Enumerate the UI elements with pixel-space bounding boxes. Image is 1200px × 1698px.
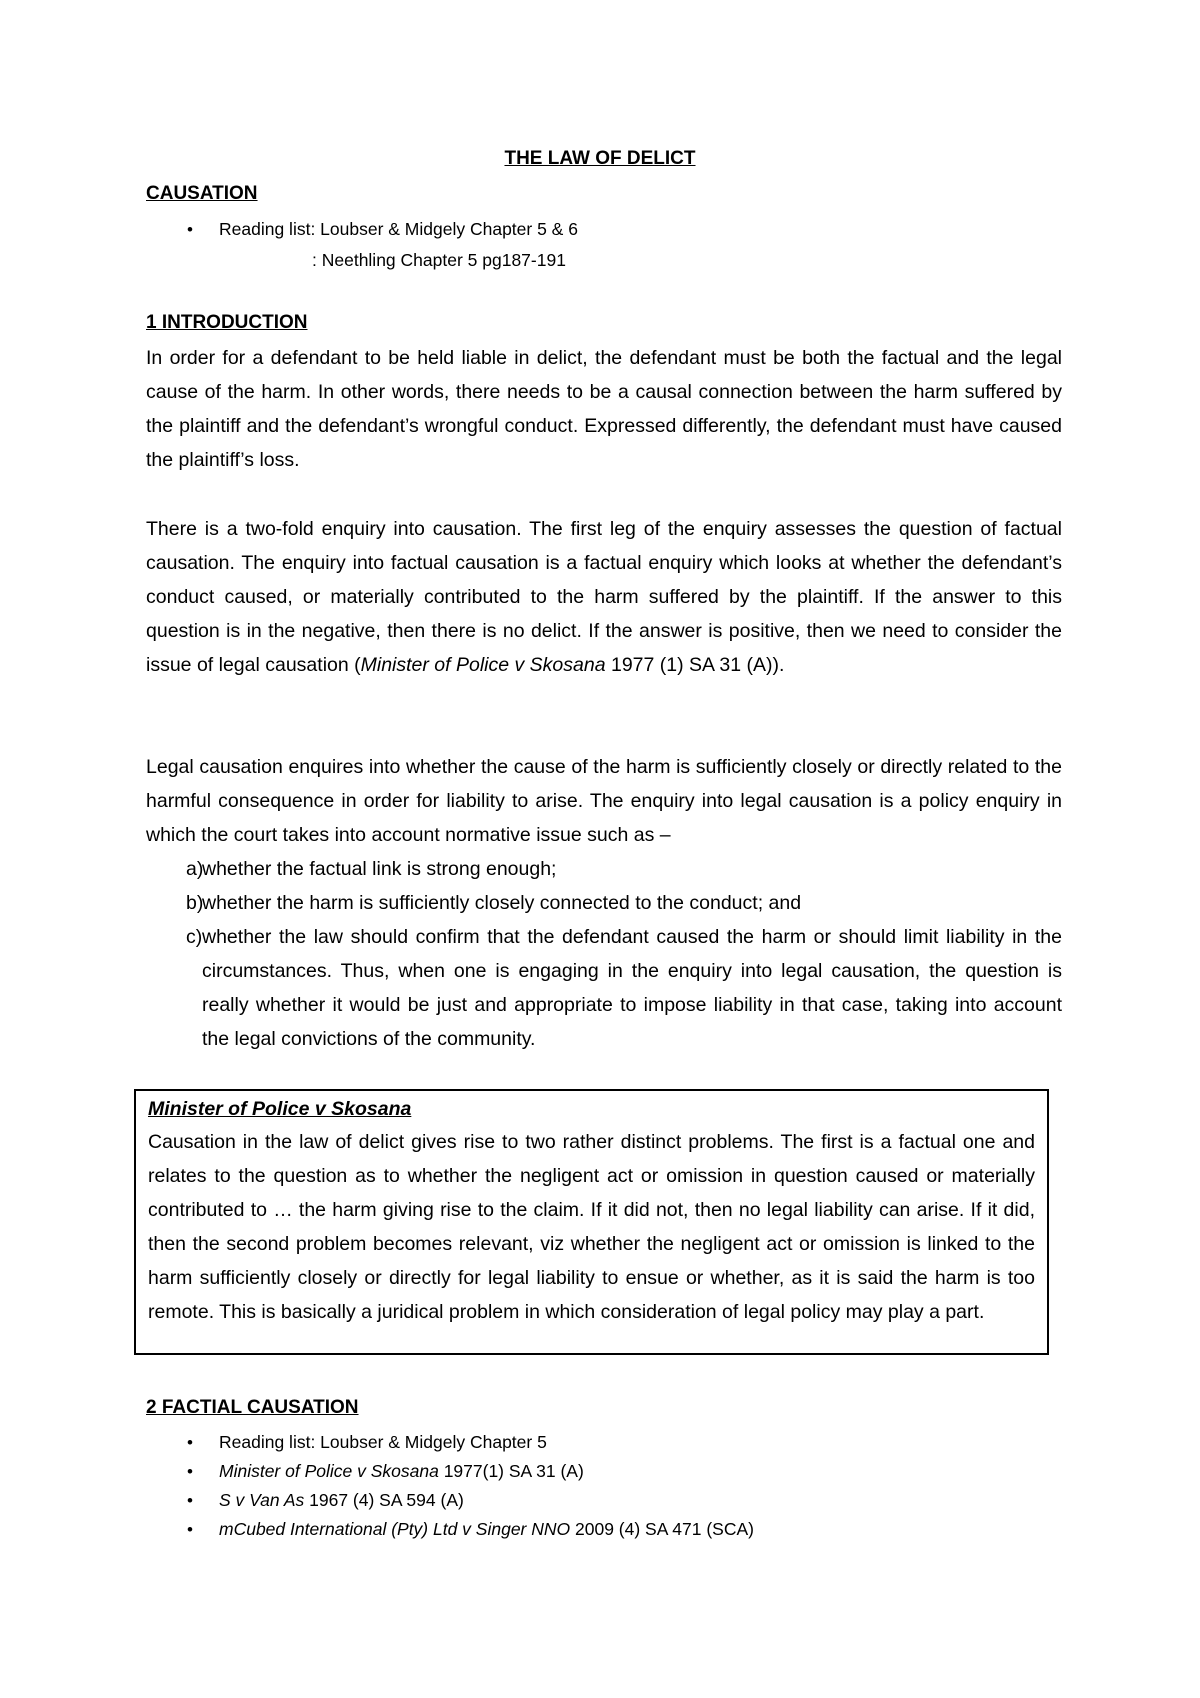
case-citation: Reading list: Loubser & Midgely Chapter 5: [219, 1432, 547, 1452]
normative-issues-list: [146, 852, 1062, 1056]
case-citation: 1977(1) SA 31 (A): [438, 1461, 584, 1481]
list-label: a): [186, 858, 204, 880]
case-quote-text: Causation in the law of delict gives rise to two rather distinct problems. The first is a factual one and relates to the question as to whether the negligent act or omission in question caused or materially contributed to … the harm giving rise to the claim. If it did not, then no legal liability can arise. If it did, then the second problem becomes relevant, viz whether the negligent act or omission is linked to the harm sufficiently closely or directly for legal liability to ensue or whether, as it is said the harm is too remote. This is basically a juridical problem in which consideration of legal policy may play a part.: [148, 1131, 1035, 1323]
list-item: [146, 920, 1062, 1056]
introduction-paragraph-3: Legal causation enquires into whether the cause of the harm is sufficiently closely or directly related to the harmful consequence in order for liability to arise. The enquiry into legal causation is a policy enquiry in which the court takes into account normative issue such as –: [146, 756, 1062, 846]
case-name: mCubed International (Pty) Ltd v Singer NNO: [219, 1519, 571, 1539]
list-label: c): [186, 926, 203, 948]
paragraph-text: There is a two-fold enquiry into causation. The first leg of the enquiry assesses the question of factual causation. The enquiry into factual causation is a factual enquiry which looks at whether the defendant’s conduct caused, or materially contributed to the harm suffered by the plaintiff. If the answer to this question is in the negative, then there is no delict. If the answer is positive, then we need to consider the issue of legal causation (: [146, 518, 1062, 676]
reading-list-secondary: : Neethling Chapter 5 pg187-191: [312, 250, 566, 270]
reading-list-text: Reading list: Loubser & Midgely Chapter 5 & 6: [219, 219, 578, 239]
list-label: b): [186, 892, 204, 914]
introduction-paragraph-1: In order for a defendant to be held liable in delict, the defendant must be both the factual and the legal cause of the harm. In other words, there needs to be a causal connection between the harm suffered by the plaintiff and the defendant’s wrongful conduct. Expressed differently, the defendant must have caused the plaintiff’s loss.: [146, 347, 1062, 471]
case-citation: 1967 (4) SA 594 (A): [304, 1490, 464, 1510]
case-citation: 1977 (1) SA 31 (A)).: [605, 654, 785, 676]
list-item: [146, 1486, 754, 1515]
list-item: [146, 1428, 754, 1457]
factual-causation-reading-list: [146, 1428, 754, 1544]
bullet-icon: •: [187, 220, 193, 239]
bullet-icon: •: [187, 1462, 193, 1481]
causation-reading-list: [146, 215, 578, 244]
list-item: [146, 215, 578, 244]
case-quote-box: [134, 1089, 1049, 1355]
case-name: Minister of Police v Skosana: [360, 654, 606, 676]
bullet-icon: •: [187, 1520, 193, 1539]
case-citation: 2009 (4) SA 471 (SCA): [570, 1519, 754, 1539]
list-text: whether the harm is sufficiently closely connected to the conduct; and: [202, 892, 802, 914]
case-quote-title: Minister of Police v Skosana: [148, 1098, 412, 1120]
introduction-paragraph-2: [146, 512, 1062, 682]
document-title: THE LAW OF DELICT: [504, 148, 696, 169]
causation-heading: CAUSATION: [146, 183, 258, 204]
list-item: [146, 1457, 754, 1486]
bullet-icon: •: [187, 1491, 193, 1510]
list-item: [146, 852, 1062, 886]
list-item: [146, 1515, 754, 1544]
introduction-heading: 1 INTRODUCTION: [146, 312, 308, 333]
factual-causation-heading: 2 FACTIAL CAUSATION: [146, 1397, 359, 1418]
case-name: S v Van As: [219, 1490, 305, 1510]
bullet-icon: •: [187, 1433, 193, 1452]
case-name: Minister of Police v Skosana: [219, 1461, 439, 1481]
list-item: [146, 886, 1062, 920]
list-text: whether the factual link is strong enough;: [202, 858, 557, 880]
list-text: whether the law should confirm that the defendant caused the harm or should limit liability in the circumstances. Thus, when one is engaging in the enquiry into legal causation, the question is really whether it would be just and appropriate to impose liability in that case, taking into account the legal convictions of the community.: [202, 926, 1062, 1050]
